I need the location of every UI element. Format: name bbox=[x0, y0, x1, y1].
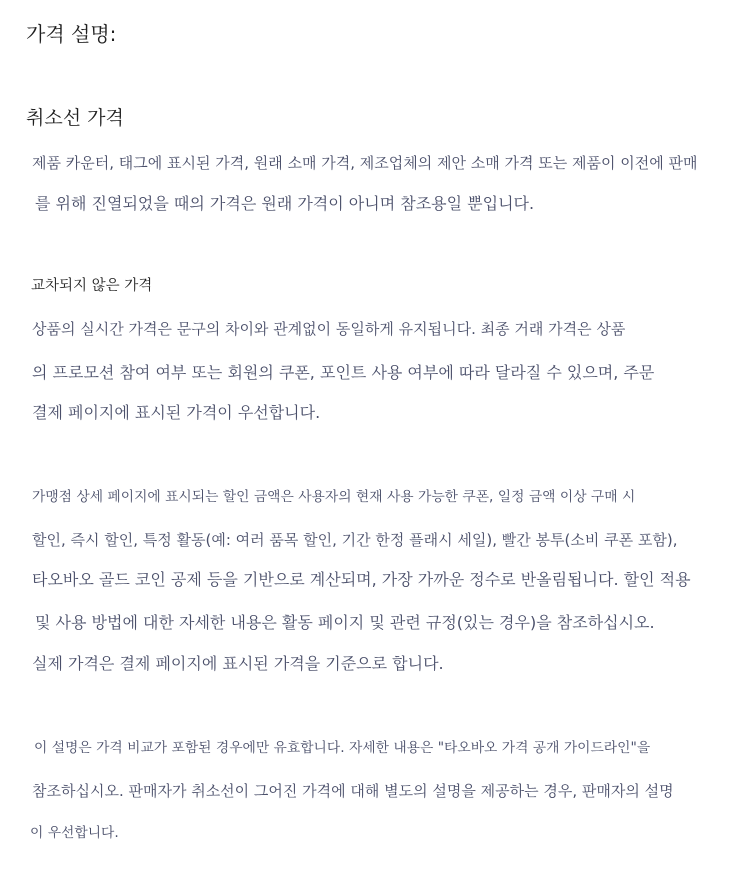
discount-text-line: 및 사용 방법에 대한 자세한 내용은 활동 페이지 및 관련 규정(있는 경우)을 참조하십시오. bbox=[35, 613, 655, 632]
non-strikethrough-price-text-line: 의 프로모션 참여 여부 또는 회원의 쿠폰, 포인트 사용 여부에 따라 달라질 수 있으며, 주문 bbox=[32, 363, 655, 382]
discount-text-line: 실제 가격은 결제 페이지에 표시된 가격을 기준으로 합니다. bbox=[32, 654, 444, 673]
discount-text-line: 가맹점 상세 페이지에 표시되는 할인 금액은 사용자의 현재 사용 가능한 쿠폰, 일정 금액 이상 구매 시 bbox=[32, 489, 636, 505]
strikethrough-price-heading: 취소선 가격 bbox=[26, 107, 124, 129]
price-comparison-note-line: 이 설명은 가격 비교가 포함된 경우에만 유효합니다. 자세한 내용은 "타오바오 가격 공개 가이드라인"을 bbox=[34, 740, 651, 756]
discount-text-line: 타오바오 골드 코인 공제 등을 기반으로 계산되며, 가장 가까운 정수로 반올림됩니다. 할인 적용 bbox=[32, 570, 691, 589]
price-comparison-note-line: 참조하십시오. 판매자가 취소선이 그어진 가격에 대해 별도의 설명을 제공하는 경우, 판매자의 설명 bbox=[32, 782, 674, 800]
non-strikethrough-price-heading: 교차되지 않은 가격 bbox=[31, 278, 153, 294]
page-title: 가격 설명: bbox=[26, 22, 117, 46]
non-strikethrough-price-text-line: 결제 페이지에 표시된 가격이 우선합니다. bbox=[32, 403, 321, 422]
discount-text-line: 할인, 즉시 할인, 특정 활동(예: 여러 품목 할인, 기간 한정 플래시 세일), 빨간 봉투(소비 쿠폰 포함), bbox=[32, 531, 678, 549]
price-comparison-note-line: 이 우선합니다. bbox=[30, 825, 119, 841]
strikethrough-price-text-line: 제품 카운터, 태그에 표시된 가격, 원래 소매 가격, 제조업체의 제안 소매 가격 또는 제품이 이전에 판매 bbox=[32, 154, 698, 172]
strikethrough-price-text-line: 를 위해 진열되었을 때의 가격은 원래 가격이 아니며 참조용일 뿐입니다. bbox=[35, 194, 535, 213]
non-strikethrough-price-text-line: 상품의 실시간 가격은 문구의 차이와 관계없이 동일하게 유지됩니다. 최종 거래 가격은 상품 bbox=[32, 320, 626, 338]
